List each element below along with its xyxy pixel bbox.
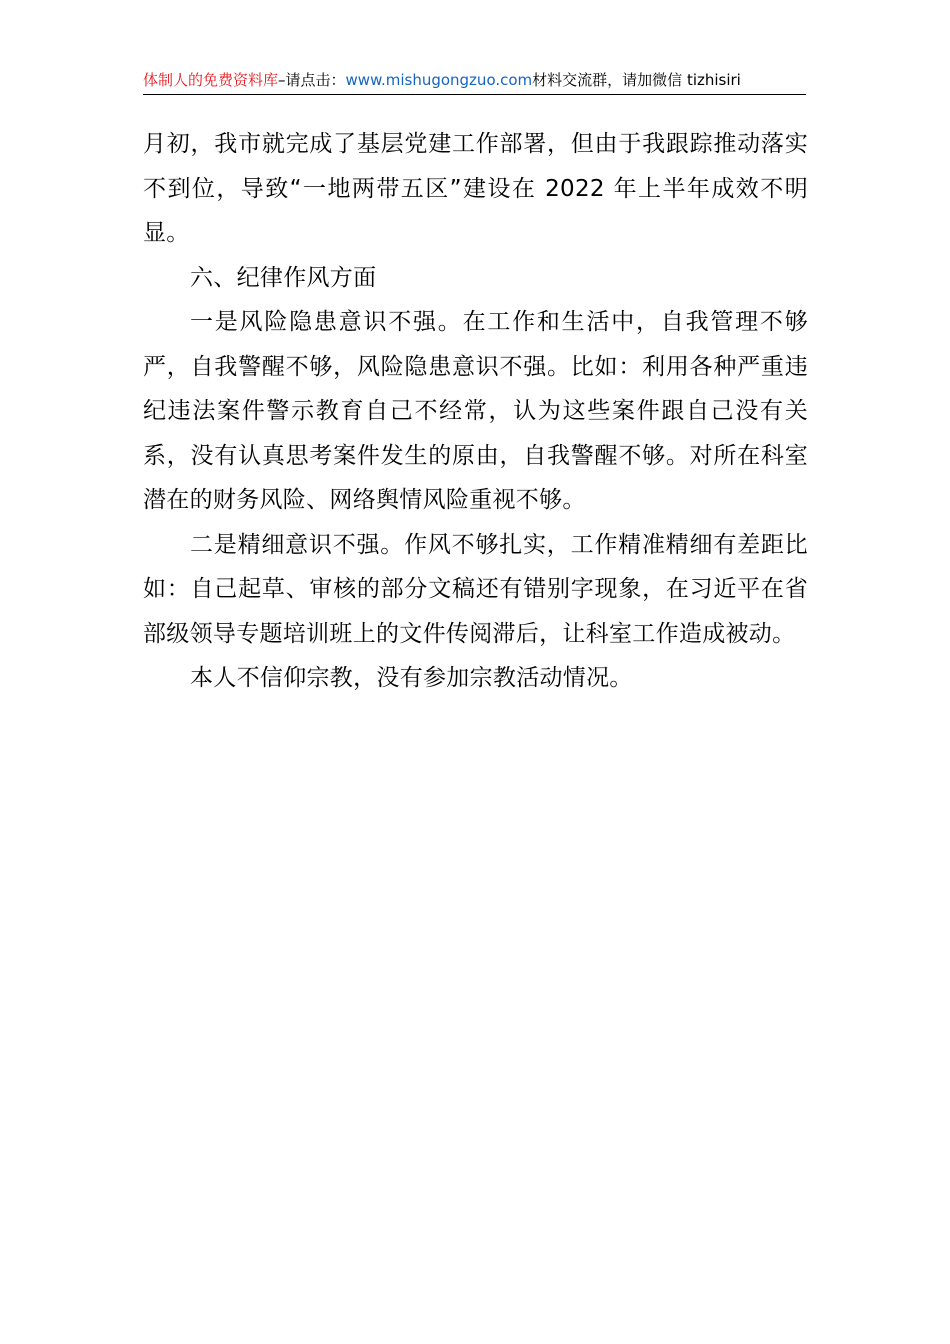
header-url-link[interactable]: www.mishugongzuo.com	[345, 71, 533, 89]
section-heading-discipline: 六、纪律作风方面	[190, 264, 377, 291]
document-body	[143, 122, 808, 701]
page-header	[143, 68, 806, 95]
paragraph-religion-statement: 本人不信仰宗教，没有参加宗教活动情况。	[190, 665, 633, 691]
header-contact: 材料交流群，请加微信 tizhisiri	[532, 71, 741, 89]
header-site-name: 体制人的免费资料库	[143, 71, 279, 89]
paragraph-detail-awareness: 二是精细意识不强。作风不够扎实，工作精准精细有差距比如：自己起草、审核的部分文稿还有错别字现象，在习近平在省部级领导专题培训班上的文件传阅滞后，让科室工作造成被动。	[143, 531, 808, 647]
header-click-prompt: –请点击：	[278, 71, 346, 89]
paragraph-risk-awareness: 一是风险隐患意识不强。在工作和生活中，自我管理不够严，自我警醒不够，风险隐患意识不强。比如：利用各种严重违纪违法案件警示教育自己不经常，认为这些案件跟自己没有关系，没有认真思考案件发生的原由，自我警醒不够。对所在科室潜在的财务风险、网络舆情风险重视不够。	[143, 309, 808, 513]
paragraph-continuation: 月初，我市就完成了基层党建工作部署，但由于我跟踪推动落实不到位，导致“一地两带五区”建设在 2022 年上半年成效不明显。	[143, 131, 808, 246]
